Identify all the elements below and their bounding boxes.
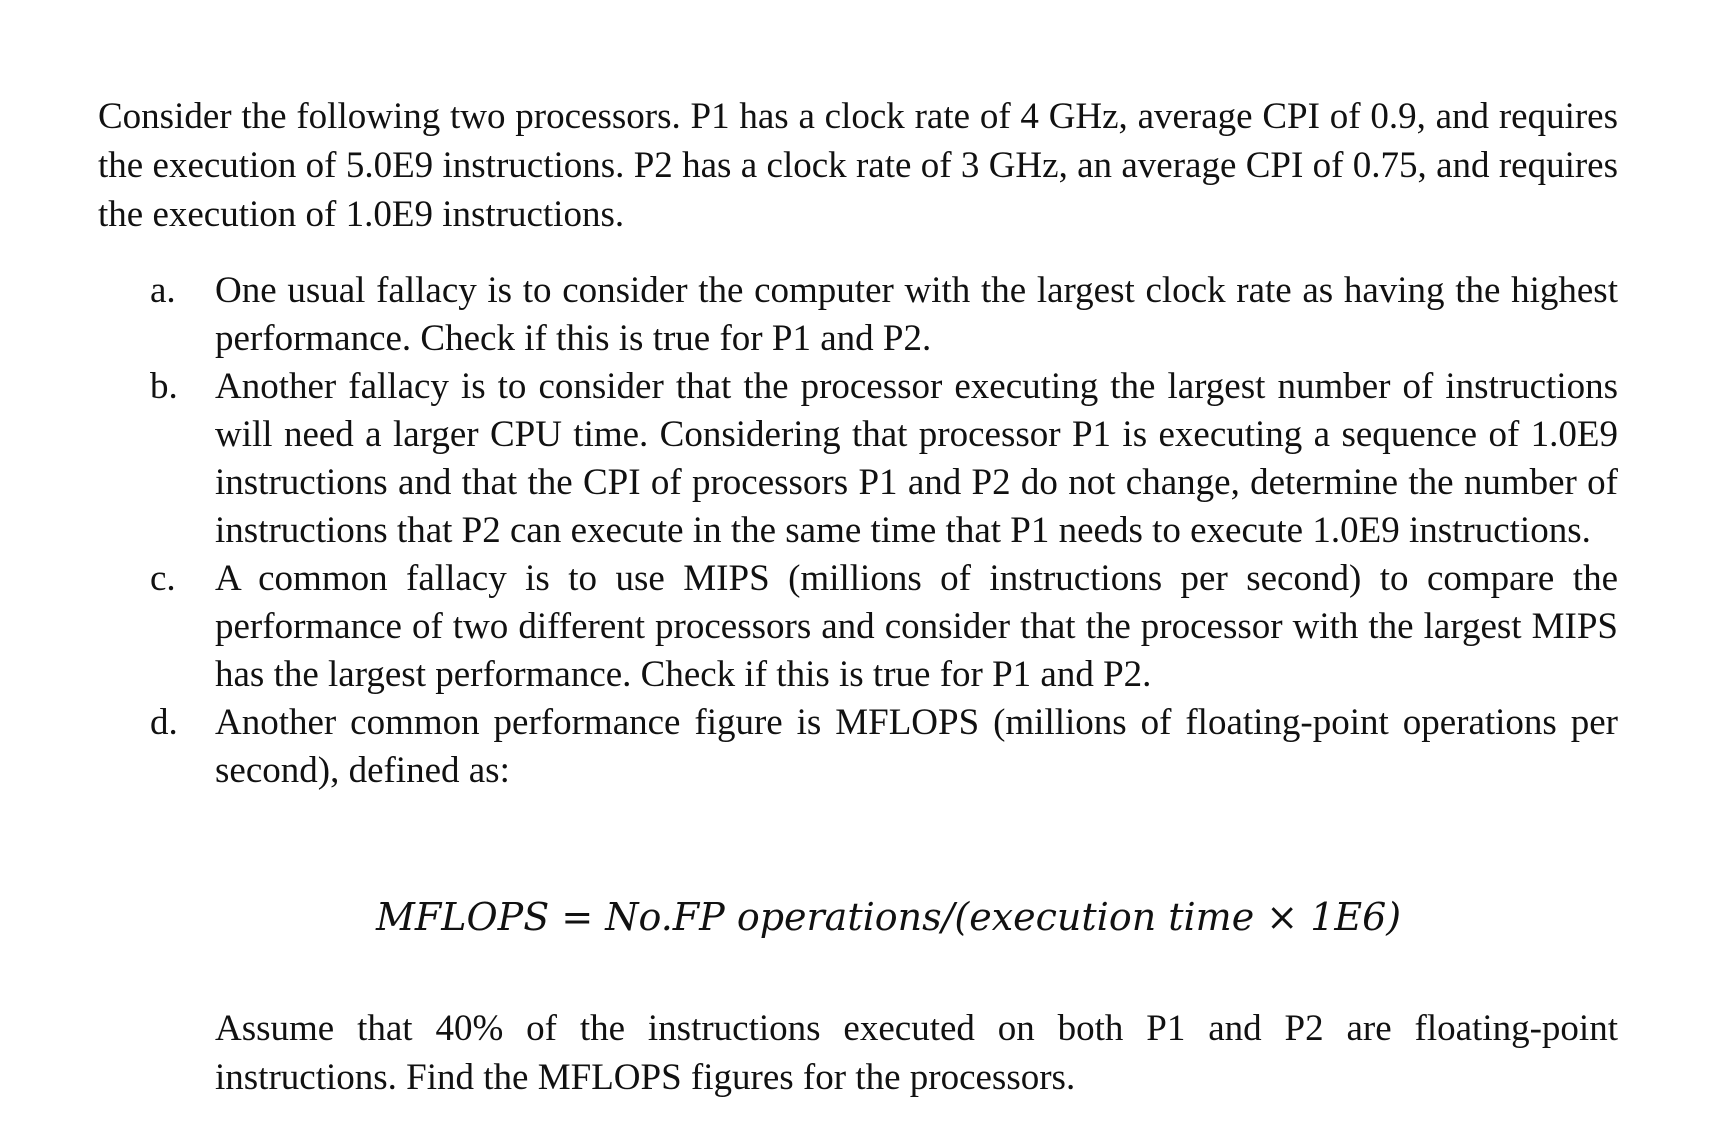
question-letter: d. [150,702,178,743]
question-b [150,363,1618,555]
question-list [150,267,1618,795]
question-text: A common fallacy is to use MIPS (millions of instructions per second) to compare the performance of two different processors and consider that the processor with the largest MIPS has the largest performance. Check if this is true for P1 and P2. [215,558,1618,695]
question-letter: c. [150,558,176,599]
question-letter: a. [150,270,176,311]
question-text: Another fallacy is to consider that the processor executing the largest number of instructions will need a larger CPU time. Considering that processor P1 is executing a sequence of 1.0E9 instructions and that the CPI of processors P1 and P2 do not change, determine the number of instructions that P2 can execute in the same time that P1 needs to execute 1.0E9 instructions. [215,366,1618,551]
question-d [150,699,1618,795]
mflops-formula: MFLOPS = No.FP operations/(execution time × 1E6) [376,895,1402,939]
question-a [150,267,1618,363]
problem-intro: Consider the following two processors. P1 has a clock rate of 4 GHz, average CPI of 0.9, and requires the execution of 5.0E9 instructions. P2 has a clock rate of 3 GHz, an average CPI of 0.75, and requires the execution of 1.0E9 instructions. [98,96,1618,235]
assumption-text: Assume that 40% of the instructions executed on both P1 and P2 are floating-point instructions. Find the MFLOPS figures for the processors. [215,1008,1618,1098]
question-text: One usual fallacy is to consider the computer with the largest clock rate as having the highest performance. Check if this is true for P1 and P2. [215,270,1618,359]
question-letter: b. [150,366,178,407]
question-text: Another common performance figure is MFLOPS (millions of floating-point operations per second), defined as: [215,702,1618,791]
question-c [150,555,1618,699]
